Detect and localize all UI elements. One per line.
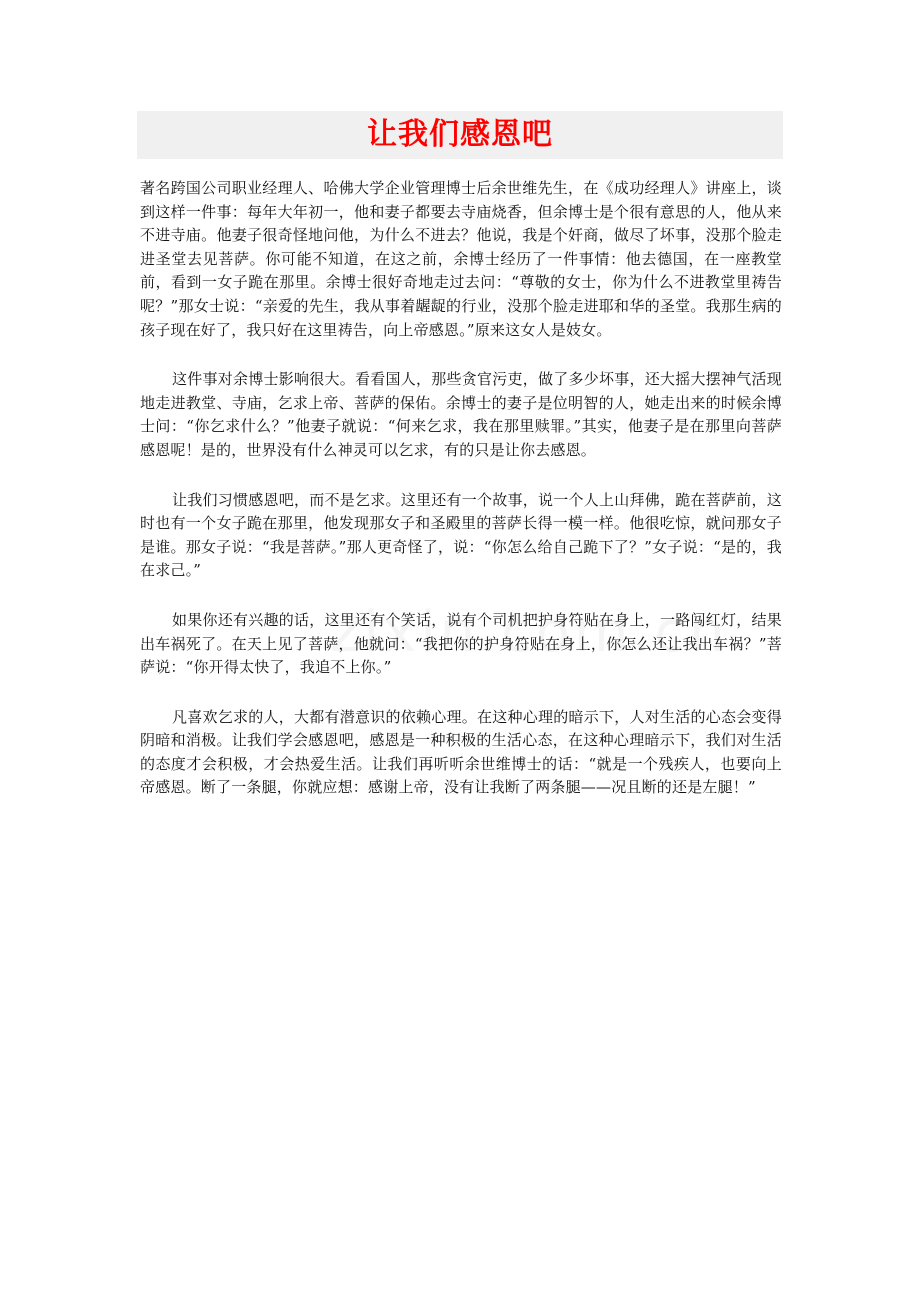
title-banner [137, 111, 783, 159]
document-title: 让我们感恩吧 [367, 117, 553, 152]
paragraph-4: 如果你还有兴趣的话，这里还有个笑话，说有个司机把护身符贴在身上，一路闯红灯，结果出车祸死了。在天上见了菩萨，他就问：“我把你的护身符贴在身上，你怎么还让我出车祸？”菩萨说：“你开得太快了，我追不上你。” [140, 610, 782, 677]
paragraph-2: 这件事对余博士影响很大。看看国人，那些贪官污吏，做了多少坏事，还大摇大摆神气活现地走进教堂、寺庙，乞求上帝、菩萨的保佑。余博士的妻子是位明智的人，她走出来的时候余博士问：“你乞求什么？”他妻子就说：“何来乞求，我在那里赎罪。”其实，他妻子是在那里向菩萨感恩呢！是的，世界没有什么神灵可以乞求，有的只是让你去感恩。 [140, 370, 782, 459]
document-body [140, 177, 782, 826]
paragraph-1: 著名跨国公司职业经理人、哈佛大学企业管理博士后余世维先生，在《成功经理人》讲座上，谈到这样一件事：每年大年初一，他和妻子都要去寺庙烧香，但余博士是个很有意思的人，他从来不进寺庙。他妻子很奇怪地问他，为什么不进去？他说，我是个奸商，做尽了坏事，没那个脸走进圣堂去见菩萨。你可能不知道，在这之前，余博士经历了一件事情：他去德国，在一座教堂前，看到一女子跪在那里。余博士很好奇地走过去问：“尊敬的女士，你为什么不进教堂里祷告呢？”那女士说：“亲爱的先生，我从事着龌龊的行业，没那个脸走进耶和华的圣堂。我那生病的孩子现在好了，我只好在这里祷告，向上帝感恩。”原来这女人是妓女。 [140, 179, 782, 339]
paragraph-5: 凡喜欢乞求的人，大都有潜意识的依赖心理。在这种心理的暗示下，人对生活的心态会变得阴暗和消极。让我们学会感恩吧，感恩是一种积极的生活心态，在这种心理暗示下，我们对生活的态度才会积极，才会热爱生活。让我们再听听余世维博士的话：“就是一个残疾人，也要向上帝感恩。断了一条腿，你就应想：感谢上帝，没有让我断了两条腿——况且断的还是左腿！” [140, 707, 782, 797]
paragraph-3: 让我们习惯感恩吧，而不是乞求。这里还有一个故事，说一个人上山拜佛，跪在菩萨前，这时也有一个女子跪在那里，他发现那女子和圣殿里的菩萨长得一模一样。他很吃惊，就问那女子是谁。那女子说：“我是菩萨。”那人更奇怪了，说：“你怎么给自己跪下了？”女子说：“是的，我在求己。” [140, 490, 782, 580]
